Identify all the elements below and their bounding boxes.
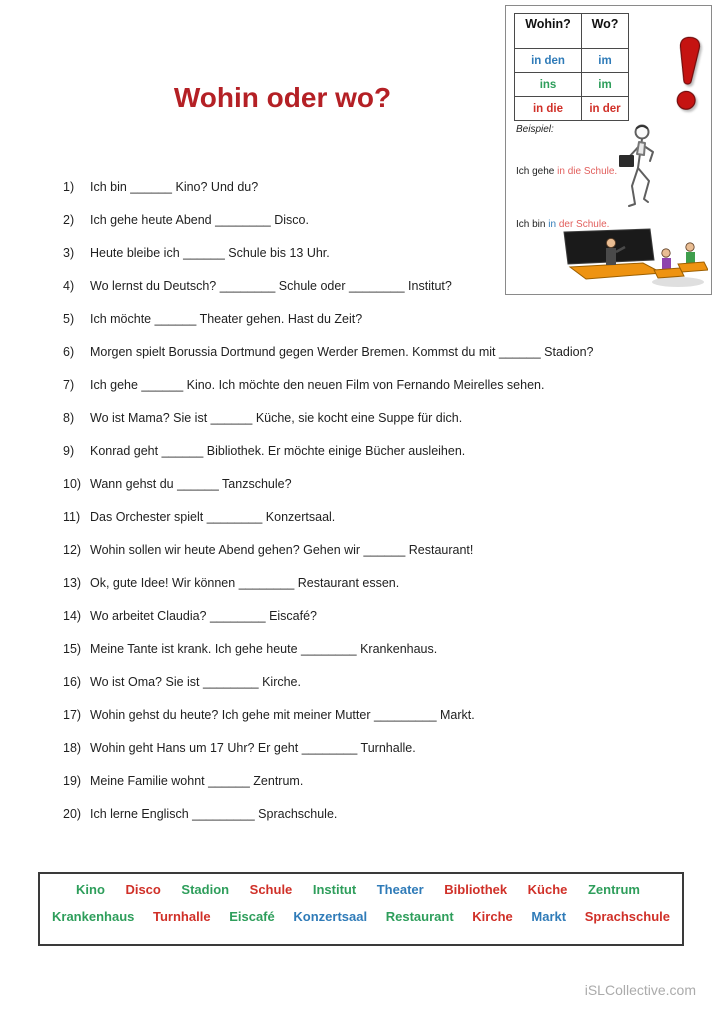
question-item [63, 410, 703, 443]
islcollective-watermark: iSLCollective.com [584, 982, 696, 998]
question-item [63, 212, 703, 245]
question-item [63, 311, 703, 344]
word-bank-word: Konzertsaal [293, 909, 368, 924]
question-number: 12) [63, 543, 82, 557]
word-bank-row-2 [40, 909, 682, 924]
table-row [515, 73, 629, 97]
example-text: Ich gehe [516, 166, 558, 177]
question-item [63, 278, 703, 311]
word-bank-word: Theater [376, 882, 424, 897]
word-bank-word: Bibliothek [444, 882, 508, 897]
word-bank-word: Institut [312, 882, 357, 897]
table-row [515, 97, 629, 121]
beispiel-label: Beispiel: [516, 124, 554, 135]
table-cell: im [582, 73, 629, 97]
question-text: Wohin gehst du heute? Ich gehe mit meiner Mutter _________ Markt. [90, 708, 475, 722]
question-text: Wo ist Oma? Sie ist ________ Kirche. [90, 675, 301, 689]
question-number: 4) [63, 279, 75, 293]
question-text: Das Orchester spielt ________ Konzertsaal. [90, 510, 336, 524]
table-cell: in die [515, 97, 582, 121]
question-text: Heute bleibe ich ______ Schule bis 13 Uhr. [90, 246, 330, 260]
question-number: 14) [63, 609, 82, 623]
questions-list [63, 179, 703, 839]
word-bank-box [38, 872, 684, 946]
question-item [63, 344, 703, 377]
question-item [63, 608, 703, 641]
question-item [63, 740, 703, 773]
question-item [63, 773, 703, 806]
question-number: 10) [63, 477, 82, 491]
question-text: Meine Familie wohnt ______ Zentrum. [90, 774, 304, 788]
question-number: 1) [63, 180, 75, 194]
word-bank-row-1 [40, 882, 682, 897]
question-number: 5) [63, 312, 75, 326]
question-number: 3) [63, 246, 75, 260]
table-row [515, 49, 629, 73]
word-bank-word: Sprachschule [584, 909, 670, 924]
question-number: 6) [63, 345, 75, 359]
question-item [63, 476, 703, 509]
question-number: 15) [63, 642, 82, 656]
question-item [63, 575, 703, 608]
example-highlight: der Schule. [556, 219, 610, 230]
question-text: Meine Tante ist krank. Ich gehe heute ________ Krankenhaus. [90, 642, 438, 656]
question-item [63, 377, 703, 410]
word-bank-word: Kirche [472, 909, 513, 924]
question-text: Ok, gute Idee! Wir können ________ Restaurant essen. [90, 576, 400, 590]
question-text: Morgen spielt Borussia Dortmund gegen Werder Bremen. Kommst du mit ______ Stadion? [90, 345, 594, 359]
question-item [63, 674, 703, 707]
question-number: 11) [63, 510, 81, 524]
question-number: 8) [63, 411, 75, 425]
question-text: Wo ist Mama? Sie ist ______ Küche, sie kocht eine Suppe für dich. [90, 411, 463, 425]
question-text: Ich gehe heute Abend ________ Disco. [90, 213, 309, 227]
question-number: 20) [63, 807, 82, 821]
table-header-wohin: Wohin? [515, 14, 582, 49]
table-cell: in der [582, 97, 629, 121]
example-sentence-wohin [516, 166, 617, 177]
question-item [63, 245, 703, 278]
question-number: 19) [63, 774, 82, 788]
word-bank-word: Küche [527, 882, 568, 897]
question-text: Wo arbeitet Claudia? ________ Eiscafé? [90, 609, 318, 623]
word-bank-word: Markt [531, 909, 567, 924]
question-text: Ich lerne Englisch _________ Sprachschule. [90, 807, 338, 821]
table-cell: in den [515, 49, 582, 73]
question-text: Ich gehe ______ Kino. Ich möchte den neuen Film von Fernando Meirelles sehen. [90, 378, 545, 392]
question-item [63, 707, 703, 740]
question-item [63, 641, 703, 674]
table-header-wo: Wo? [582, 14, 629, 49]
question-item [63, 806, 703, 839]
question-text: Ich möchte ______ Theater gehen. Hast du Zeit? [90, 312, 363, 326]
word-bank-word: Schule [249, 882, 293, 897]
word-bank-word: Stadion [181, 882, 230, 897]
question-text: Konrad geht ______ Bibliothek. Er möchte einige Bücher ausleihen. [90, 444, 466, 458]
question-item [63, 443, 703, 476]
question-item [63, 542, 703, 575]
question-number: 2) [63, 213, 75, 227]
example-highlight: in die Schule. [557, 166, 618, 177]
question-text: Wo lernst du Deutsch? ________ Schule oder ________ Institut? [90, 279, 452, 293]
word-bank-word: Kino [76, 882, 105, 897]
question-item [63, 509, 703, 542]
question-number: 7) [63, 378, 75, 392]
question-number: 16) [63, 675, 82, 689]
table-cell: im [582, 49, 629, 73]
example-text: Ich bin [516, 219, 549, 230]
example-highlight: in [548, 219, 557, 230]
word-bank-word: Zentrum [587, 882, 640, 897]
word-bank-word: Eiscafé [229, 909, 275, 924]
question-text: Ich bin ______ Kino? Und du? [90, 180, 259, 194]
question-number: 18) [63, 741, 82, 755]
word-bank-word: Turnhalle [153, 909, 211, 924]
question-number: 13) [63, 576, 82, 590]
grammar-table [514, 13, 629, 121]
word-bank-word: Disco [125, 882, 161, 897]
question-text: Wann gehst du ______ Tanzschule? [90, 477, 292, 491]
page-title: Wohin oder wo? [173, 82, 392, 113]
table-header-row [515, 14, 629, 49]
question-item [63, 179, 703, 212]
question-number: 17) [63, 708, 82, 722]
table-cell: ins [515, 73, 582, 97]
word-bank-word: Restaurant [385, 909, 454, 924]
question-text: Wohin geht Hans um 17 Uhr? Er geht ________ Turnhalle. [90, 741, 416, 755]
question-number: 9) [63, 444, 75, 458]
question-text: Wohin sollen wir heute Abend gehen? Gehen wir ______ Restaurant! [90, 543, 474, 557]
exclamation-mark-icon [669, 33, 707, 115]
word-bank-word: Krankenhaus [52, 909, 135, 924]
